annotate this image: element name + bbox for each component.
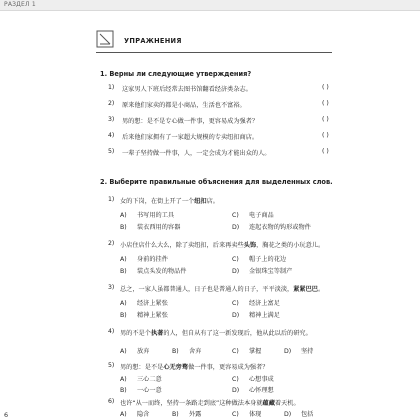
answer-blank[interactable]: ( )	[322, 100, 329, 107]
task1-title: 1. Верны ли следующие утверждения?	[100, 70, 252, 78]
option-a[interactable]: A) 放弃	[120, 348, 150, 355]
option-a[interactable]: A) 隐含	[120, 411, 150, 418]
option-b[interactable]: B) 舍弃	[172, 348, 202, 355]
item-number: 1)	[108, 196, 115, 203]
answer-blank[interactable]: ( )	[322, 116, 329, 123]
option-d[interactable]: D) 坚持	[284, 348, 314, 355]
exercises-title: УПРАЖНЕНИЯ	[124, 37, 182, 45]
header-divider	[96, 52, 332, 53]
highlighted-word: 执著	[150, 330, 164, 337]
option-c[interactable]: C) 体现	[232, 411, 262, 418]
statement-text: 一辈子坚持做一件事，人，一定会成为才能出众的人。	[122, 150, 271, 157]
statement-number: 4)	[108, 132, 115, 139]
item-number: 5)	[108, 362, 115, 369]
item-sentence: 男的不是个执著的人，但自从有了这一新发现后，他从此以后的研究。	[120, 330, 312, 337]
option-a[interactable]: A) 三心二意	[120, 376, 162, 383]
option-b[interactable]: B) 一心一意	[120, 387, 162, 394]
option-c[interactable]: C) 电子商品	[232, 212, 274, 219]
statement-number: 5)	[108, 148, 115, 155]
option-c[interactable]: C) 经济上富足	[232, 300, 280, 307]
statement-number: 1)	[108, 84, 115, 91]
statement-text: 原来他们家卖的都是小商品，生活也不富裕。	[122, 102, 246, 109]
pencil-notebook-icon	[96, 30, 114, 48]
option-b[interactable]: B) 装衣西用的容器	[120, 224, 181, 231]
statement-number: 2)	[108, 100, 115, 107]
item-sentence: 女的下岗，在街上开了一个纽扣店。	[120, 198, 219, 205]
option-c[interactable]: C) 掌握	[232, 348, 262, 355]
item-sentence: 小店住店什么大么，除了卖纽扣，后来再卖些头饰，胸花之类的小玩意儿。	[120, 242, 325, 249]
answer-blank[interactable]: ( )	[322, 132, 329, 139]
task2-title: 2. Выберите правильные объяснения для выделенных слов.	[100, 178, 333, 186]
highlighted-word: 蕴藏	[262, 400, 275, 407]
item-sentence: 也许“从一而终，坚持一条路走到底”这种做法本身就蕴藏着天机。	[120, 400, 300, 407]
item-sentence: 总之，一家人虽都普通人，日子也是普通人的日子，平平淡淡，紧紧巴巴。	[120, 286, 325, 293]
answer-blank[interactable]: ( )	[322, 84, 329, 91]
highlighted-word: 头饰	[243, 242, 257, 249]
statement-text: 这家男人下班后经常去图书馆翻看经济类杂志。	[122, 86, 252, 93]
option-b[interactable]: B) 精神上紧张	[120, 312, 168, 319]
option-d[interactable]: D) 金银珠宝等制产	[232, 268, 293, 275]
item-number: 3)	[108, 284, 115, 291]
option-c[interactable]: C) 心想事成	[232, 376, 274, 383]
answer-blank[interactable]: ( )	[322, 148, 329, 155]
statement-number: 3)	[108, 116, 115, 123]
top-bar	[0, 0, 420, 11]
option-d[interactable]: D) 精神上满足	[232, 312, 280, 319]
section-label: РАЗДЕЛ 1	[4, 1, 36, 8]
option-a[interactable]: A) 身前的挂件	[120, 256, 168, 263]
option-b[interactable]: B) 装点头发的物品件	[120, 268, 187, 275]
page-number: 6	[4, 411, 9, 419]
option-d[interactable]: D) 心怀理想	[232, 387, 274, 394]
statement-text: 后来他们家拥有了一家超大规模的专卖纽扣商店。	[122, 134, 259, 141]
statement-text: 男的想：是不是专心做一件事，更容易成为强者？	[122, 118, 259, 125]
option-d[interactable]: D) 连起衣物的钩形或物件	[232, 224, 311, 231]
option-c[interactable]: C) 帽子上的花边	[232, 256, 287, 263]
highlighted-word: 心无旁骛	[163, 364, 189, 371]
item-number: 4)	[108, 328, 115, 335]
option-a[interactable]: A) 书写用的工具	[120, 212, 175, 219]
option-b[interactable]: B) 外露	[172, 411, 202, 418]
option-a[interactable]: A) 经济上紧张	[120, 300, 168, 307]
item-sentence: 男的想：是不是心无旁骛做一件事，更容易成为强者？	[120, 364, 269, 371]
option-d[interactable]: D) 包括	[284, 411, 314, 418]
item-number: 2)	[108, 240, 115, 247]
highlighted-word: 紧紧巴巴	[293, 286, 318, 293]
highlighted-word: 纽扣	[194, 198, 207, 205]
item-number: 6)	[108, 398, 115, 405]
